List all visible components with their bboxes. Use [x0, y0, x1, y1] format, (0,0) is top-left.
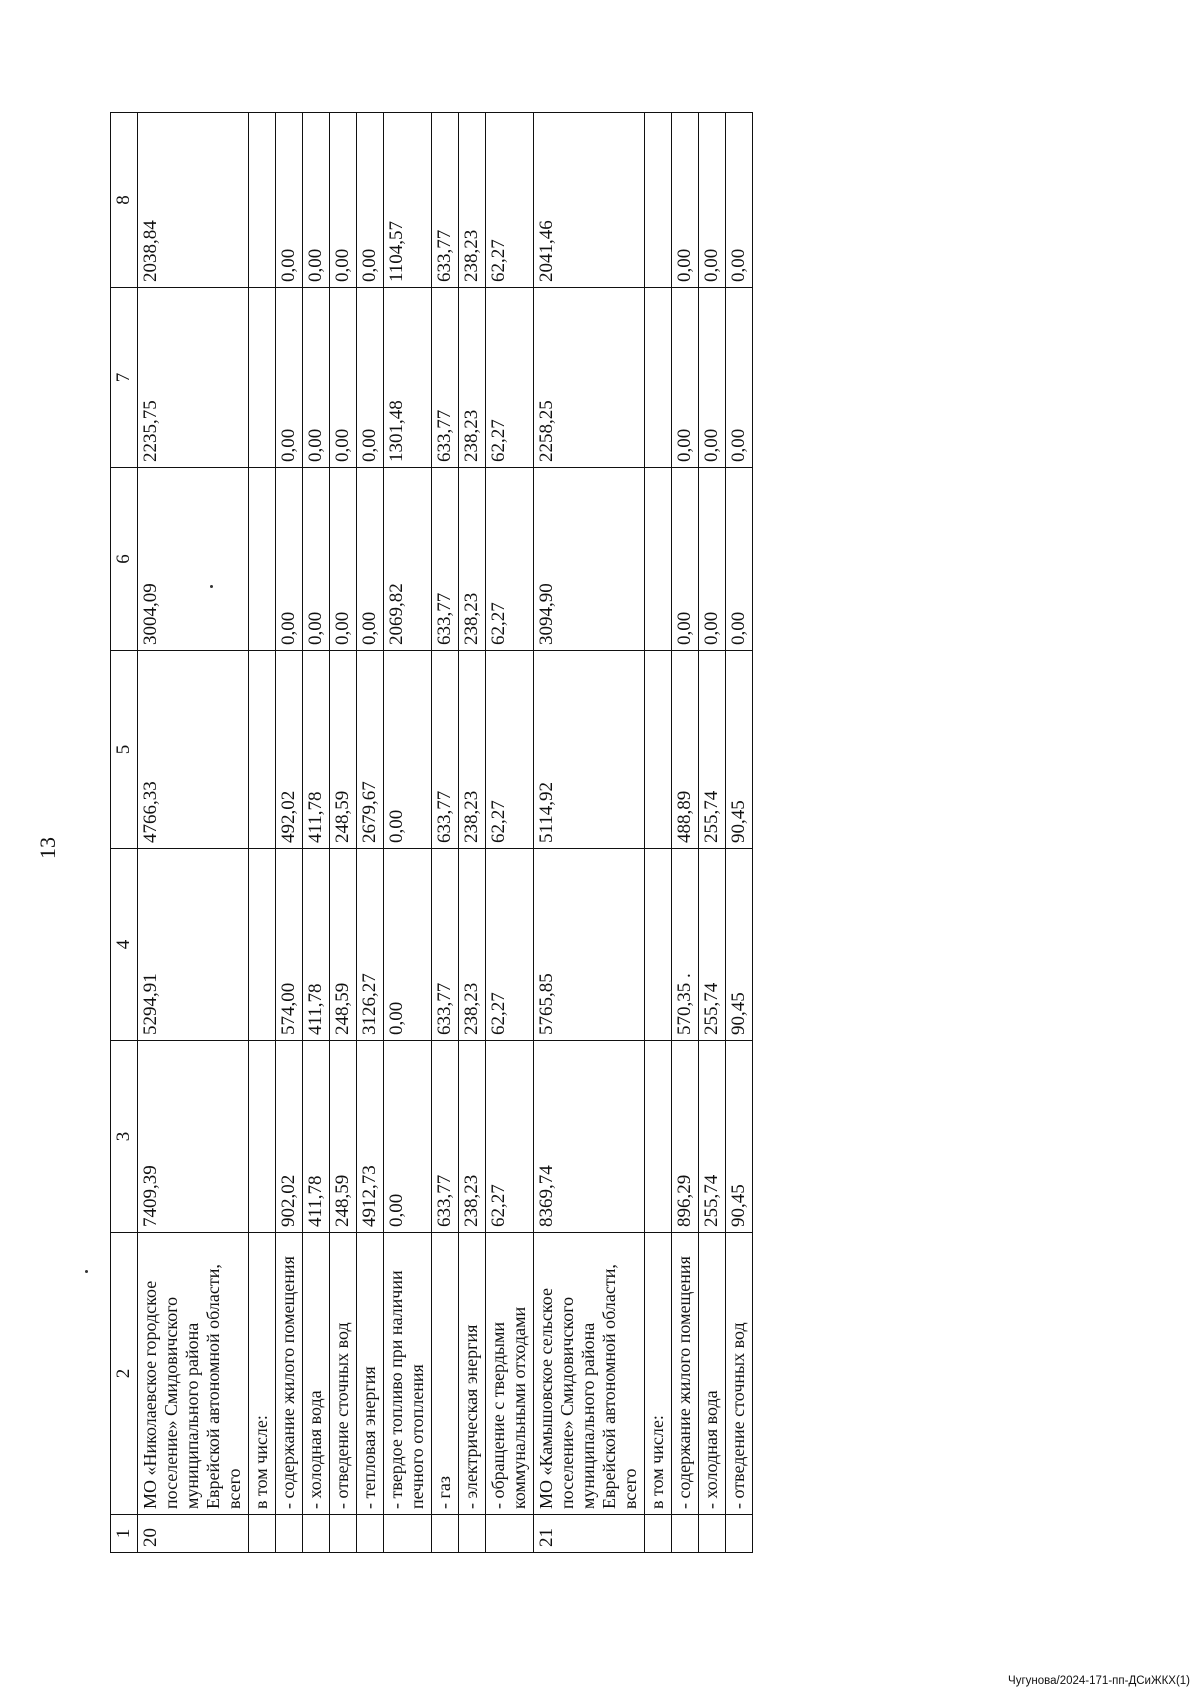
scan-speck: [210, 585, 213, 588]
table-row: [699, 113, 726, 1553]
value-cell-col-5: 62,27: [486, 651, 534, 849]
value-cell-col-5: 633,77: [432, 651, 459, 849]
header-cell: 2: [111, 1233, 138, 1515]
value-cell-col-6: 0,00: [330, 468, 357, 651]
value-cell-col-8: 238,23: [459, 113, 486, 288]
value-cell-col-5: 90,45: [726, 651, 753, 849]
header-cell: 3: [111, 1041, 138, 1233]
value-cell-col-6: 3004,09: [138, 468, 249, 651]
value-cell-col-8: 0,00: [726, 113, 753, 288]
row-number-cell: 20: [138, 1515, 249, 1553]
indicator-label-cell: - содержание жилого помещения: [276, 1233, 303, 1515]
value-cell-col-3: 7409,39: [138, 1041, 249, 1233]
indicator-label-cell: - холодная вода: [699, 1233, 726, 1515]
value-cell-col-4: [249, 849, 276, 1041]
value-cell-col-4: 570,35 .: [672, 849, 699, 1041]
value-cell-col-4: 255,74: [699, 849, 726, 1041]
row-number-cell: [249, 1515, 276, 1553]
table-row: [357, 113, 384, 1553]
value-cell-col-6: [249, 468, 276, 651]
value-cell-col-5: 488,89: [672, 651, 699, 849]
table-row: [138, 113, 249, 1553]
value-cell-col-5: 238,23: [459, 651, 486, 849]
page-number: 13: [35, 837, 60, 859]
indicator-label-cell: - твердое топливо при наличии печного отопления: [384, 1233, 432, 1515]
value-cell-col-8: 2038,84: [138, 113, 249, 288]
data-table: [110, 112, 753, 1553]
value-cell-col-8: 0,00: [672, 113, 699, 288]
value-cell-col-7: 0,00: [726, 288, 753, 468]
value-cell-col-6: 0,00: [303, 468, 330, 651]
value-cell-col-3: 62,27: [486, 1041, 534, 1233]
row-number-cell: [459, 1515, 486, 1553]
indicator-label-cell: МО «Николаевское городское поселение» Смидовичского муниципального района Еврейской автономной области, всего: [138, 1233, 249, 1515]
table-body: [138, 113, 753, 1553]
header-cell: 5: [111, 651, 138, 849]
table-row: [384, 113, 432, 1553]
indicator-label-cell: - отведение сточных вод: [726, 1233, 753, 1515]
table-row: [432, 113, 459, 1553]
value-cell-col-8: 0,00: [303, 113, 330, 288]
value-cell-col-8: 1104,57: [384, 113, 432, 288]
value-cell-col-8: 0,00: [699, 113, 726, 288]
value-cell-col-6: 0,00: [357, 468, 384, 651]
value-cell-col-7: 0,00: [672, 288, 699, 468]
row-number-cell: [672, 1515, 699, 1553]
row-number-cell: [357, 1515, 384, 1553]
header-cell: 8: [111, 113, 138, 288]
value-cell-col-3: 411,78: [303, 1041, 330, 1233]
value-cell-col-7: 238,23: [459, 288, 486, 468]
table-row: [276, 113, 303, 1553]
value-cell-col-7: 0,00: [303, 288, 330, 468]
value-cell-col-6: 2069,82: [384, 468, 432, 651]
indicator-label-cell: в том числе:: [249, 1233, 276, 1515]
value-cell-col-3: [645, 1041, 672, 1233]
value-cell-col-8: [645, 113, 672, 288]
indicator-label-cell: - отведение сточных вод: [330, 1233, 357, 1515]
value-cell-col-6: 0,00: [672, 468, 699, 651]
header-cell: 6: [111, 468, 138, 651]
value-cell-col-6: 0,00: [699, 468, 726, 651]
header-cell: 4: [111, 849, 138, 1041]
value-cell-col-7: 633,77: [432, 288, 459, 468]
value-cell-col-5: 0,00: [384, 651, 432, 849]
indicator-label-cell: - обращение с твердыми коммунальными отходами: [486, 1233, 534, 1515]
value-cell-col-3: 633,77: [432, 1041, 459, 1233]
value-cell-col-7: 0,00: [330, 288, 357, 468]
table-row: [303, 113, 330, 1553]
value-cell-col-4: 3126,27: [357, 849, 384, 1041]
indicator-label-cell: - тепловая энергия: [357, 1233, 384, 1515]
value-cell-col-3: 4912,73: [357, 1041, 384, 1233]
value-cell-col-3: 0,00: [384, 1041, 432, 1233]
value-cell-col-6: 0,00: [276, 468, 303, 651]
table-row: [330, 113, 357, 1553]
value-cell-col-4: 633,77: [432, 849, 459, 1041]
indicator-label-cell: - содержание жилого помещения: [672, 1233, 699, 1515]
table-row: [672, 113, 699, 1553]
table-row: [534, 113, 645, 1553]
table-row: [726, 113, 753, 1553]
row-number-cell: [726, 1515, 753, 1553]
value-cell-col-4: 411,78: [303, 849, 330, 1041]
document-footer-code: Чугунова/2024-171-пп-ДСиЖКХ(1): [1008, 1675, 1190, 1687]
value-cell-col-7: 0,00: [276, 288, 303, 468]
value-cell-col-6: 62,27: [486, 468, 534, 651]
row-number-cell: [486, 1515, 534, 1553]
value-cell-col-5: 5114,92: [534, 651, 645, 849]
value-cell-col-5: 4766,33: [138, 651, 249, 849]
value-cell-col-4: 574,00: [276, 849, 303, 1041]
value-cell-col-8: 2041,46: [534, 113, 645, 288]
value-cell-col-4: 0,00: [384, 849, 432, 1041]
value-cell-col-3: 238,23: [459, 1041, 486, 1233]
table-row: [249, 113, 276, 1553]
value-cell-col-3: 896,29: [672, 1041, 699, 1233]
value-cell-col-3: 8369,74: [534, 1041, 645, 1233]
value-cell-col-5: 2679,67: [357, 651, 384, 849]
value-cell-col-7: 1301,48: [384, 288, 432, 468]
table-row: [459, 113, 486, 1553]
value-cell-col-3: 255,74: [699, 1041, 726, 1233]
header-cell: 1: [111, 1515, 138, 1553]
row-number-cell: [384, 1515, 432, 1553]
row-number-cell: [699, 1515, 726, 1553]
value-cell-col-3: 90,45: [726, 1041, 753, 1233]
table-row: [486, 113, 534, 1553]
indicator-label-cell: - газ: [432, 1233, 459, 1515]
value-cell-col-4: [645, 849, 672, 1041]
value-cell-col-7: [249, 288, 276, 468]
row-number-cell: [276, 1515, 303, 1553]
row-number-cell: [432, 1515, 459, 1553]
value-cell-col-4: 238,23: [459, 849, 486, 1041]
value-cell-col-8: 633,77: [432, 113, 459, 288]
scan-speck: [85, 1270, 88, 1273]
value-cell-col-8: 0,00: [276, 113, 303, 288]
value-cell-col-6: [645, 468, 672, 651]
value-cell-col-8: [249, 113, 276, 288]
value-cell-col-7: [645, 288, 672, 468]
value-cell-col-8: 0,00: [357, 113, 384, 288]
value-cell-col-3: 248,59: [330, 1041, 357, 1233]
value-cell-col-4: 90,45: [726, 849, 753, 1041]
header-row: [111, 113, 138, 1553]
value-cell-col-6: 633,77: [432, 468, 459, 651]
value-cell-col-6: 238,23: [459, 468, 486, 651]
indicator-label-cell: в том числе:: [645, 1233, 672, 1515]
indicator-label-cell: - холодная вода: [303, 1233, 330, 1515]
value-cell-col-4: 5765,85: [534, 849, 645, 1041]
value-cell-col-3: [249, 1041, 276, 1233]
indicator-label-cell: МО «Камышовское сельское поселение» Смидовичского муниципального района Еврейской автономной области, всего: [534, 1233, 645, 1515]
value-cell-col-7: 2258,25: [534, 288, 645, 468]
table-row: [645, 113, 672, 1553]
value-cell-col-7: 2235,75: [138, 288, 249, 468]
row-number-cell: [303, 1515, 330, 1553]
value-cell-col-4: 62,27: [486, 849, 534, 1041]
value-cell-col-5: 411,78: [303, 651, 330, 849]
value-cell-col-5: [249, 651, 276, 849]
row-number-cell: [330, 1515, 357, 1553]
value-cell-col-5: 492,02: [276, 651, 303, 849]
value-cell-col-6: 3094,90: [534, 468, 645, 651]
value-cell-col-4: 5294,91: [138, 849, 249, 1041]
rotated-page: [25, 23, 1175, 1673]
value-cell-col-7: 62,27: [486, 288, 534, 468]
header-cell: 7: [111, 288, 138, 468]
row-number-cell: 21: [534, 1515, 645, 1553]
value-cell-col-7: 0,00: [357, 288, 384, 468]
value-cell-col-5: [645, 651, 672, 849]
value-cell-col-6: 0,00: [726, 468, 753, 651]
value-cell-col-8: 0,00: [330, 113, 357, 288]
row-number-cell: [645, 1515, 672, 1553]
indicator-label-cell: - электрическая энергия: [459, 1233, 486, 1515]
value-cell-col-4: 248,59: [330, 849, 357, 1041]
value-cell-col-3: 902,02: [276, 1041, 303, 1233]
value-cell-col-5: 255,74: [699, 651, 726, 849]
value-cell-col-5: 248,59: [330, 651, 357, 849]
value-cell-col-7: 0,00: [699, 288, 726, 468]
value-cell-col-8: 62,27: [486, 113, 534, 288]
table-header: [111, 113, 138, 1553]
